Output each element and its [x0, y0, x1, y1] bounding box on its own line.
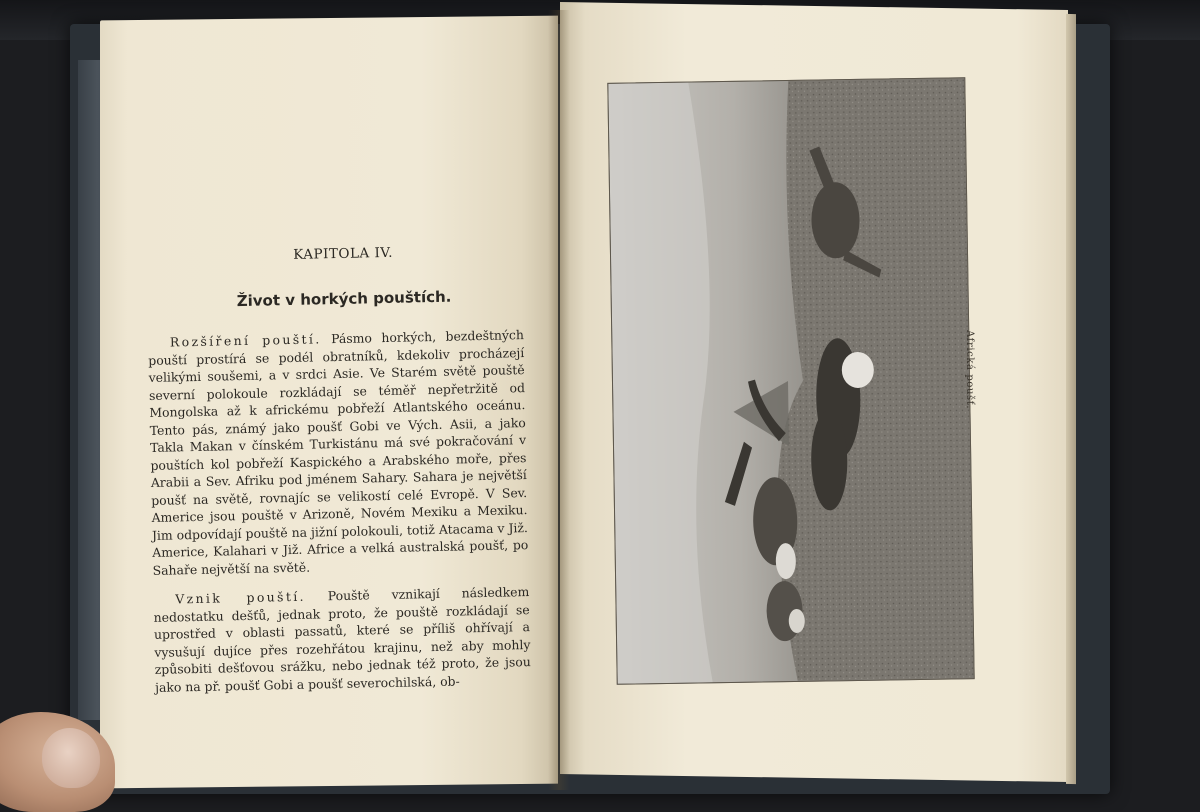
paragraph-1-lead: Rozšíření pouští. [169, 331, 322, 350]
paragraph-2-lead: Vznik pouští. [175, 588, 307, 607]
page-stack-edge [1066, 14, 1076, 784]
left-page-text [146, 242, 532, 708]
desert-photograph [607, 77, 974, 685]
haze [608, 82, 715, 683]
chapter-title: Život v horkých pouštích. [236, 287, 452, 311]
paragraph-2 [153, 583, 531, 696]
book-gutter [548, 10, 570, 790]
chapter-heading: KAPITOLA IV. [293, 244, 394, 263]
photo-caption: Africká poušť. [964, 330, 975, 410]
finger-nail [42, 728, 100, 788]
paragraph-1-text: Pásmo horkých, bezdeštných pouští prostírá se podél obratníků, kdekoliv procházejí velikými soušemi, a v srdci Asie. Ve Starém světě pouště severní polokoule rozkládají se téměř nepřetržitě od Mongolska až k africkému pobřeží Atlantského oceánu. Tento pás, známý jako poušť Gobi ve Vých. Asii, a jako Takla Makan v čínském Turkistánu má své pokračování v pouštích kol pobřeží Kaspického a Arabského moře, přes Arabii a Sev. Afriku pod jménem Sahary. Sahara je největší poušť na světě, rovnajíc se velikostí celé Evropě. V Sev. Americe jsou pouště v Arizoně, Novém Mexiku a Mexiku. Jim odpovídají pouště na jižní polokouli, totiž Atacama v Již. Americe, Kalahari v Již. Africe a velká australská poušť, po Sahaře největší na světě. [148, 327, 529, 578]
paragraph-2-text: Pouště vznikají následkem nedostatku dešťů, jednak proto, že pouště rozkládají se uprostřed v oblasti passatů, které se příliš ohřívají a vysušují dujíce přes rozehřátou krajinu, než aby mohly způsobiti dešťovou srážku, nebo jednak též proto, že jsou jako na př. poušť Gobi a poušť severochilská, ob- [153, 584, 531, 695]
paragraph-1 [148, 326, 529, 579]
